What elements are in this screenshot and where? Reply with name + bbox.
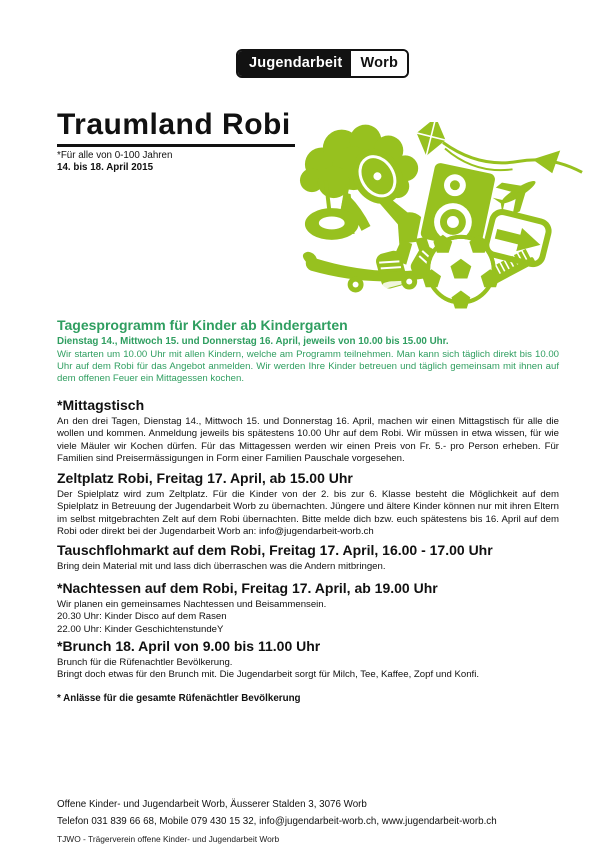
footer-tjwo: TJWO - Trägerverein offene Kinder- und Jugendarbeit Worb — [57, 834, 280, 844]
logo-text-jugendarbeit: Jugendarbeit — [238, 51, 351, 76]
section-heading-mittagstisch: *Mittagstisch — [57, 397, 145, 413]
section-body-brunch: Brunch für die Rüfenachtler Bevölkerung. Bringt doch etwas für den Brunch mit. Die Jugendarbeit sorgt für Milch, Tee, Kaffee, Zopf und Konfi. — [57, 657, 479, 681]
section-subheading-tagesprogramm: Dienstag 14., Mittwoch 15. und Donnerstag 16. April, jeweils von 10.00 bis 15.00 Uhr. — [57, 336, 449, 347]
section-body-tauschflohmarkt: Bring dein Material mit und lass dich überraschen was die Andern mitbringen. — [57, 561, 386, 572]
section-mittagstisch — [57, 396, 559, 465]
footer-address: Offene Kinder- und Jugendarbeit Worb, Äusserer Stalden 3, 3076 Worb — [57, 799, 367, 810]
title-subtitle: *Für alle von 0-100 Jahren — [57, 150, 173, 161]
jugendarbeit-worb-logo — [236, 49, 409, 78]
footer-contact: Telefon 031 839 66 68, Mobile 079 430 15 32, info@jugendarbeit-worb.ch, www.jugendarbeit-worb.ch — [57, 816, 497, 827]
page-title: Traumland Robi — [57, 108, 295, 147]
section-nachtessen — [57, 579, 559, 636]
section-body-zeltplatz: Der Spielplatz wird zum Zeltplatz. Für die Kinder von der 2. bis zur 6. Klasse besteht die Möglichkeit auf dem Spielplatz in Betreuung der Jugendarbeit Worb zu übernachten. Jüngere und ältere Kinder können nur mit ihren Eltern im selbst mitgebrachten Zelt auf dem Robi übernachten. Bitte melde dich bzw. euch spätestens bis 16. April auf dem Robi oder direkt bei der Jugendarbeit Worb an: info@jugendarbeit-worb.ch — [57, 489, 559, 537]
section-heading-zeltplatz: Zeltplatz Robi, Freitag 17. April, ab 15.00 Uhr — [57, 470, 353, 486]
section-brunch — [57, 637, 559, 682]
section-heading-nachtessen: *Nachtessen auf dem Robi, Freitag 17. April, ab 19.00 Uhr — [57, 580, 438, 596]
section-heading-tagesprogramm: Tagesprogramm für Kinder ab Kindergarten — [57, 317, 348, 333]
section-body-tagesprogramm: Wir starten um 10.00 Uhr mit allen Kindern, welche am Programm teilnehmen. Man kann sich täglich direkt bis 10.00 Uhr auf dem Robi für das Angebot anmelden. Wir werden Ihre Kinder betreuen und täglich gemeinsam mit ihnen auf dem offenen Feuer ein Mittagessen kochen. — [57, 348, 559, 385]
section-body-mittagstisch: An den drei Tagen, Dienstag 14., Mittwoch 15. und Donnerstag 16. April, machen wir einen Mittagstisch für alle die wollen und kommen. Anmeldung jeweils bis spätestens 10.00 Uhr auf dem Robi. Wir müssen in etwa wissen, für wie viele Mäuler wir Kochen dürfen. Für das Mittagessen werden wir einen Preis von Fr. 5.- pro Person erheben. Für Familien sind Preisermässigungen in Form einer Familien Pauschale vorgesehen. — [57, 416, 559, 464]
section-heading-tauschflohmarkt: Tauschflohmarkt auf dem Robi, Freitag 17. April, 16.00 - 17.00 Uhr — [57, 542, 493, 558]
play-collage-illustration — [294, 122, 592, 314]
section-body-nachtessen: Wir planen ein gemeinsames Nachtessen und Beisammensein. 20.30 Uhr: Kinder Disco auf dem Rasen 22.00 Uhr: Kinder GeschichtenstundeY — [57, 599, 327, 635]
logo-text-worb: Worb — [351, 51, 407, 76]
asterisk-footnote: * Anlässe für die gesamte Rüfenächtler Bevölkerung — [57, 693, 301, 704]
section-zeltplatz — [57, 469, 559, 538]
event-dates: 14. bis 18. April 2015 — [57, 162, 154, 173]
section-tagesprogramm — [57, 316, 559, 385]
section-heading-brunch: *Brunch 18. April von 9.00 bis 11.00 Uhr — [57, 638, 321, 654]
section-tauschflohmarkt — [57, 541, 559, 573]
